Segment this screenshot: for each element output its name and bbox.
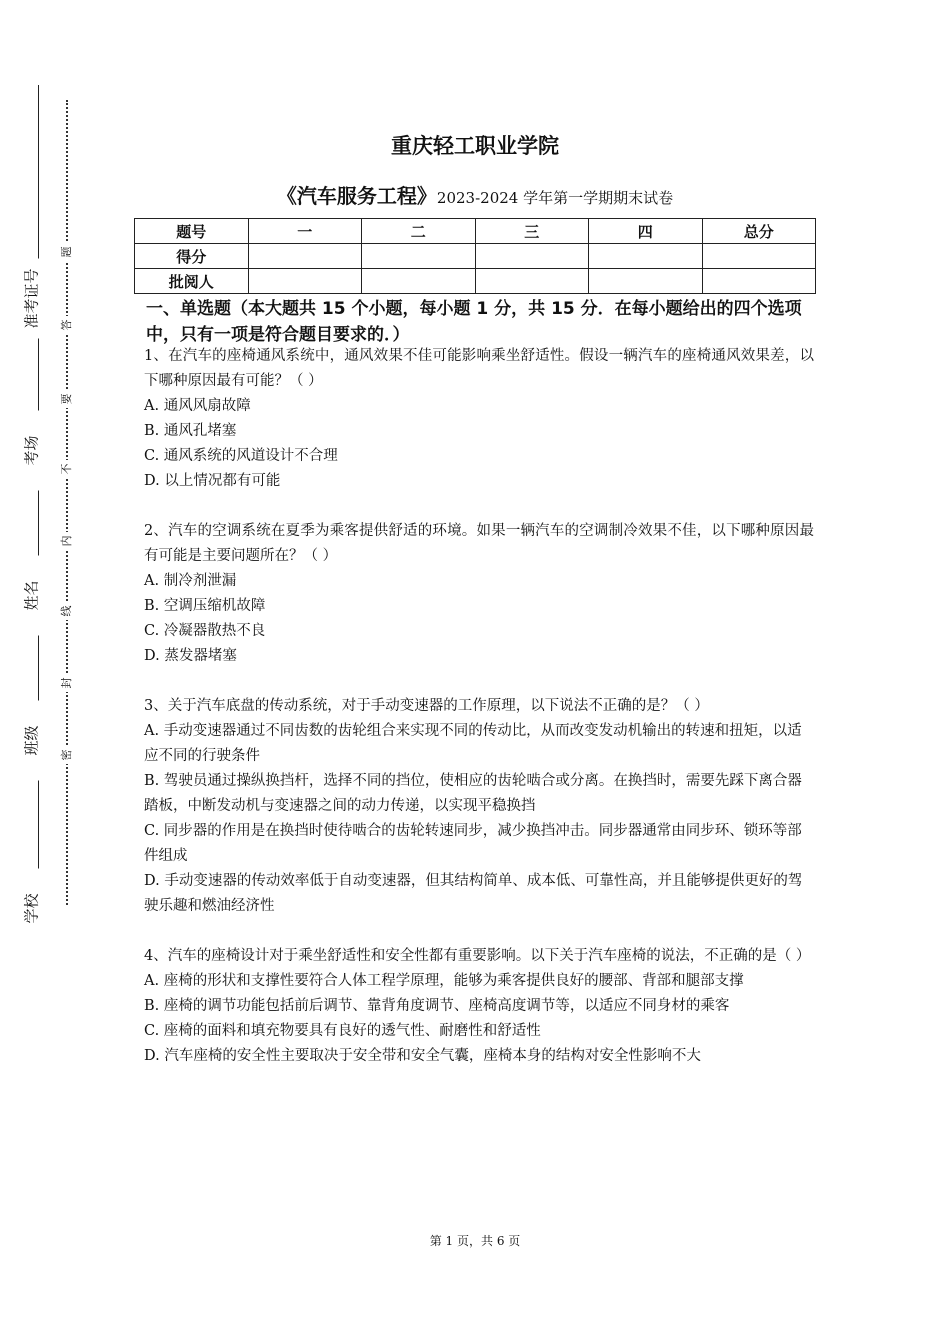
- score-col-header: 总分: [702, 219, 816, 244]
- question-stem: 2、汽车的空调系统在夏季为乘客提供舒适的环境。如果一辆汽车的空调制冷效果不佳，以下哪种原因最有可能是主要问题所在？（ ）: [144, 523, 814, 564]
- option-c: C. 冷凝器散热不良: [144, 623, 266, 639]
- option-c: C. 通风系统的风道设计不合理: [144, 448, 338, 464]
- score-col-header: 一: [248, 219, 362, 244]
- score-col-header: 二: [362, 219, 476, 244]
- option-b: B. 空调压缩机故障: [144, 598, 266, 614]
- seal-char: 要: [60, 390, 74, 408]
- seal-char: 密: [60, 746, 74, 764]
- question-3: [144, 694, 814, 919]
- question-stem: 1、在汽车的座椅通风系统中，通风效果不佳可能影响乘坐舒适性。假设一辆汽车的座椅通风效果差，以下哪种原因最有可能？（ ）: [144, 348, 814, 389]
- field-name-label: 姓名: [21, 556, 42, 636]
- option-b: B. 驾驶员通过操纵换挡杆，选择不同的挡位，使相应的齿轮啮合或分离。在换挡时，需要先踩下离合器踏板，中断发动机与变速器之间的动力传递，以实现平稳换挡: [144, 773, 802, 814]
- seal-char: 题: [60, 243, 74, 261]
- field-school-label: 学校: [21, 869, 42, 949]
- score-col-header: 题号: [135, 219, 249, 244]
- field-exam-id-label: 准考证号: [21, 259, 42, 339]
- exam-subtitle: [0, 180, 950, 209]
- grader-row: [135, 269, 816, 294]
- score-table: [134, 218, 816, 294]
- option-a: A. 通风风扇故障: [144, 398, 251, 414]
- seal-char: 不: [60, 460, 74, 478]
- question-list: [144, 344, 814, 1094]
- question-4: [144, 944, 814, 1069]
- option-c: C. 同步器的作用是在换挡时使待啮合的齿轮转速同步，减少换挡冲击。同步器通常由同步环、锁环等部件组成: [144, 823, 802, 864]
- option-d: D. 以上情况都有可能: [144, 473, 281, 489]
- section-heading: 一、单选题（本大题共 15 个小题，每小题 1 分，共 15 分．在每小题给出的四个选项中，只有一项是符合题目要求的．）: [146, 299, 802, 345]
- option-a: A. 制冷剂泄漏: [144, 573, 237, 589]
- field-exam-room-label: 考场: [21, 411, 42, 491]
- school-title: 重庆轻工职业学院: [391, 134, 559, 158]
- field-class-label: 班级: [21, 701, 42, 781]
- course-name: 《汽车服务工程》: [276, 184, 437, 208]
- score-cell[interactable]: [475, 244, 589, 269]
- binding-line: [38, 85, 39, 920]
- page-number: 第 1 页，共 6 页: [429, 1234, 521, 1248]
- option-d: D. 汽车座椅的安全性主要取决于安全带和安全气囊，座椅本身的结构对安全性影响不大: [144, 1048, 701, 1064]
- score-cell[interactable]: [589, 244, 703, 269]
- score-row: [135, 244, 816, 269]
- score-cell[interactable]: [362, 244, 476, 269]
- grader-cell[interactable]: [589, 269, 703, 294]
- grader-cell[interactable]: [248, 269, 362, 294]
- score-col-header: 三: [475, 219, 589, 244]
- seal-char: 封: [60, 674, 74, 692]
- option-c: C. 座椅的面料和填充物要具有良好的透气性、耐磨性和舒适性: [144, 1023, 541, 1039]
- score-cell[interactable]: [248, 244, 362, 269]
- seal-char: 内: [60, 532, 74, 550]
- grader-cell[interactable]: [362, 269, 476, 294]
- exam-term: 2023-2024 学年第一学期期末试卷: [436, 189, 674, 207]
- score-table-header-row: [135, 219, 816, 244]
- question-1: [144, 344, 814, 494]
- seal-dotted-line: [66, 100, 68, 905]
- option-d: D. 手动变速器的传动效率低于自动变速器，但其结构简单、成本低、可靠性高，并且能够提供更好的驾驶乐趣和燃油经济性: [144, 873, 803, 914]
- grader-cell[interactable]: [702, 269, 816, 294]
- score-cell[interactable]: [702, 244, 816, 269]
- option-a: A. 座椅的形状和支撑性要符合人体工程学原理，能够为乘客提供良好的腰部、背部和腿部支撑: [144, 973, 744, 989]
- seal-char: 线: [60, 602, 74, 620]
- option-b: B. 座椅的调节功能包括前后调节、靠背角度调节、座椅高度调节等，以适应不同身材的乘客: [144, 998, 730, 1014]
- score-col-header: 四: [589, 219, 703, 244]
- option-a: A. 手动变速器通过不同齿数的齿轮组合来实现不同的传动比，从而改变发动机输出的转速和扭矩，以适应不同的行驶条件: [144, 723, 802, 764]
- question-stem: 4、汽车的座椅设计对于乘坐舒适性和安全性都有重要影响。以下关于汽车座椅的说法，不正确的是（ ）: [144, 948, 811, 964]
- score-row-label: 得分: [135, 244, 249, 269]
- score-row-label: 批阅人: [135, 269, 249, 294]
- option-d: D. 蒸发器堵塞: [144, 648, 237, 664]
- seal-char: 答: [60, 316, 74, 334]
- question-2: [144, 519, 814, 669]
- question-stem: 3、关于汽车底盘的传动系统，对于手动变速器的工作原理，以下说法不正确的是？（ ）: [144, 698, 709, 714]
- grader-cell[interactable]: [475, 269, 589, 294]
- option-b: B. 通风孔堵塞: [144, 423, 237, 439]
